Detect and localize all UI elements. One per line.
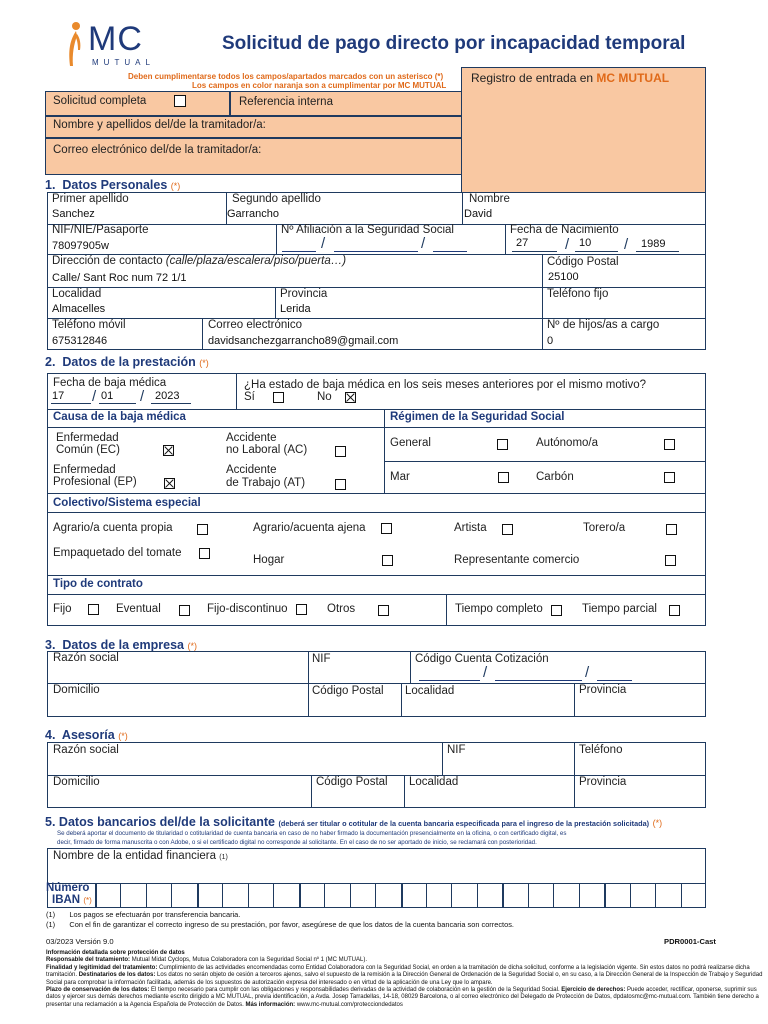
hijos-value[interactable]: 0	[547, 335, 554, 347]
provincia-label: Provincia	[280, 288, 328, 300]
nombre-label: Nombre	[469, 193, 510, 205]
agr-propia-label: Agrario/a cuenta propia	[53, 522, 173, 534]
otros-checkbox[interactable]	[378, 605, 389, 616]
fijo-disc-label: Fijo-discontinuo	[207, 603, 288, 615]
iban-cell[interactable]	[553, 883, 578, 908]
iban-cell[interactable]	[451, 883, 476, 908]
completo-label: Tiempo completo	[455, 603, 543, 615]
afiliacion-label: Nº Afiliación a la Seguridad Social	[281, 224, 454, 236]
autonomo-checkbox[interactable]	[664, 439, 675, 450]
privacy-text: Información detallada sobre protección de datos Responsable del tratamiento: Mutual Midat Cyclops, Mutua Colaboradora con la Seguridad Social nº 1 (MC MUTUAL). Finalidad y legitimidad del tratamiento: Cumplimiento de las actividades encomendadas como Entidad Colaboradora con la Seguridad Social, en orden a la tramitación de dicha solicitud, conforme a la legislación vigente. Sin estos datos no podrá realizarse dicha tramitación. Destinatarios de los datos: Los datos no serán objeto de cesión a terceros ajenos, salvo el supuesto de la remisión a la Dirección General de Ordenación de la Seguridad Social o, en su caso, a la Dirección General de la Inspección de Trabajo y Seguridad Social para comprobar la información facilitada, además de los supuestos de autorización expresa del interesado o en virtud de la aplicación de una Ley que lo ampare. Plazo de conservación de los datos: El tiempo necesario para cumplir con las obligaciones y responsabilidades derivadas de la actividad de colaboración en la gestión de la Seguridad Social. Ejercicio de derechos: Puede acceder, rectificar, oponerse, suprimir sus datos y ejercer sus demás derechos mediante escrito dirigido a MC MUTUAL, previa identificación, a Avda. Josep Tarradellas, 14-18, 08029 Barcelona, o al correo electrónico del Delegado de Protección de Datos, dpdatosmc@mc-mutual.com. También tiene derecho a presentar una reclamación a la Agencia Española de Protección de Datos. Más información: www.mc-mutual.com/protecciondedatos	[46, 950, 763, 1008]
section-4-title: 4. Asesoría (*)	[45, 728, 128, 742]
ec-label-2: Común (EC)	[56, 444, 120, 456]
iban-cell[interactable]	[95, 883, 120, 908]
iban-label: IBAN (*)	[52, 894, 92, 906]
previa-no-label: No	[317, 391, 332, 403]
logo-brand: MC	[88, 20, 143, 58]
ac-label-2: no Laboral (AC)	[226, 444, 308, 456]
empresa-domicilio-label: Domicilio	[53, 684, 100, 696]
iban-cell[interactable]	[630, 883, 655, 908]
iban-cell[interactable]	[426, 883, 451, 908]
section-5-title: 5. Datos bancarios del/de la solicitante (deberá ser titular o cotitular de la cuenta bancaria especificada para el ingreso de la prestación solicitada) (*)	[45, 815, 663, 829]
hijos-label: Nº de hijos/as a cargo	[547, 319, 660, 331]
eventual-checkbox[interactable]	[179, 605, 190, 616]
cp-value[interactable]: 25100	[548, 271, 579, 283]
causa-title: Causa de la baja médica	[53, 411, 186, 423]
asesoria-nif-label: NIF	[447, 744, 466, 756]
agr-propia-checkbox[interactable]	[197, 524, 208, 535]
form-code: PDR0001-Cast	[664, 937, 716, 946]
previa-si-label: Sí	[244, 391, 255, 403]
segundo-apellido-label: Segundo apellido	[232, 193, 321, 205]
direccion-value[interactable]: Calle/ Sant Roc num 72 1/1	[52, 272, 187, 284]
baja-month[interactable]: 01	[101, 390, 114, 402]
iban-cell[interactable]	[375, 883, 400, 908]
ec-label-1: Enfermedad	[56, 432, 119, 444]
empresa-nif-label: NIF	[312, 653, 331, 665]
section-5-warning-2: decir, firmado de forma manuscrita o con Adobe, o si el certificado digital no corresponde al solicitante. En el caso de no ser aportado de inicio, se reclamará con posterioridad.	[57, 839, 537, 846]
empresa-razon-label: Razón social	[53, 652, 119, 664]
cp-label: Código Postal	[547, 256, 619, 268]
iban-cell[interactable]	[528, 883, 553, 908]
iban-cells[interactable]	[95, 883, 706, 908]
fijo-disc-checkbox[interactable]	[296, 604, 307, 615]
baja-day[interactable]: 17	[52, 390, 65, 402]
iban-cell[interactable]	[350, 883, 375, 908]
previa-no-checkbox[interactable]	[345, 392, 356, 403]
iban-cell[interactable]	[579, 883, 604, 908]
nombre-tramitador-label: Nombre y apellidos del/de la tramitador/a:	[53, 119, 266, 131]
baja-previa-question: ¿Ha estado de baja médica en los seis meses anteriores por el mismo motivo?	[244, 379, 647, 391]
movil-label: Teléfono móvil	[52, 319, 126, 331]
notice-line-1: Deben cumplimentarse todos los campos/apartados marcados con un asterisco (*)	[128, 72, 444, 81]
carbon-label: Carbón	[536, 471, 574, 483]
parcial-label: Tiempo parcial	[582, 603, 657, 615]
tomate-label: Empaquetado del tomate	[53, 547, 182, 559]
general-label: General	[390, 437, 431, 449]
agr-ajena-label: Agrario/acuenta ajena	[253, 522, 366, 534]
torero-label: Torero/a	[583, 522, 626, 534]
movil-value[interactable]: 675312846	[52, 335, 108, 347]
mar-checkbox[interactable]	[498, 472, 509, 483]
asesoria-provincia-label: Provincia	[579, 776, 627, 788]
iban-cell[interactable]	[655, 883, 680, 908]
solicitud-completa-checkbox[interactable]	[174, 95, 186, 107]
nacimiento-year[interactable]: 1989	[641, 238, 666, 250]
previa-si-checkbox[interactable]	[273, 392, 284, 403]
ac-label-1: Accidente	[226, 432, 277, 444]
ep-label-1: Enfermedad	[53, 464, 116, 476]
asesoria-cp-label: Código Postal	[316, 776, 388, 788]
iban-cell[interactable]	[502, 883, 527, 908]
direccion-label: Dirección de contacto (calle/plaza/escalera/piso/puerta…)	[52, 255, 347, 267]
correo-tramitador-label: Correo electrónico del/de la tramitador/a:	[53, 144, 262, 156]
nif-value[interactable]: 78097905w	[52, 240, 109, 252]
iban-cell[interactable]	[324, 883, 349, 908]
localidad-value[interactable]: Almacelles	[52, 303, 106, 315]
nacimiento-label: Fecha de Nacimiento	[510, 224, 619, 236]
empresa-ccc-label: Código Cuenta Cotización	[415, 653, 549, 665]
section-3-title: 3. Datos de la empresa (*)	[45, 638, 197, 652]
representante-checkbox[interactable]	[665, 555, 676, 566]
otros-label: Otros	[327, 603, 356, 615]
section-2-title: 2. Datos de la prestación (*)	[45, 355, 209, 369]
nacimiento-day[interactable]: 27	[516, 237, 529, 249]
contrato-title: Tipo de contrato	[53, 578, 143, 590]
general-checkbox[interactable]	[497, 439, 508, 450]
iban-cell[interactable]	[401, 883, 426, 908]
registro-box[interactable]	[461, 67, 706, 193]
ep-checkbox[interactable]	[164, 478, 175, 489]
at-checkbox[interactable]	[335, 479, 346, 490]
footnote-1: (1) Los pagos se efectuarán por transferencia bancaria.	[46, 910, 241, 919]
artista-checkbox[interactable]	[502, 524, 513, 535]
fecha-baja-label: Fecha de baja médica	[53, 377, 167, 389]
asesoria-razon-label: Razón social	[53, 744, 119, 756]
section-1-title: 1. Datos Personales (*)	[45, 178, 181, 192]
page-title: Solicitud de pago directo por incapacidad temporal	[222, 33, 686, 54]
logo-sub: MUTUAL	[92, 58, 155, 67]
iban-cell[interactable]	[477, 883, 502, 908]
iban-cell[interactable]	[197, 883, 222, 908]
segundo-apellido-value[interactable]: Garrancho	[227, 208, 279, 220]
version-label: 03/2023 Versión 9.0	[46, 937, 114, 946]
iban-cell[interactable]	[604, 883, 629, 908]
nacimiento-month[interactable]: 10	[579, 237, 592, 249]
regimen-title: Régimen de la Seguridad Social	[390, 411, 565, 423]
fijo-label: Fijo	[53, 603, 72, 615]
tomate-checkbox[interactable]	[199, 548, 210, 559]
colectivo-title: Colectivo/Sistema especial	[53, 497, 201, 509]
entidad-label: Nombre de la entidad financiera (1)	[53, 850, 228, 862]
eventual-label: Eventual	[116, 603, 161, 615]
ec-checkbox[interactable]	[163, 445, 174, 456]
hogar-checkbox[interactable]	[382, 555, 393, 566]
iban-cell[interactable]	[171, 883, 196, 908]
email-label: Correo electrónico	[208, 319, 302, 331]
asesoria-domicilio-label: Domicilio	[53, 776, 100, 788]
provincia-value[interactable]: Lerida	[280, 303, 311, 315]
mar-label: Mar	[390, 471, 410, 483]
email-value[interactable]: davidsanchezgarrancho89@gmail.com	[208, 335, 399, 347]
mc-mutual-logo	[62, 20, 155, 70]
completo-checkbox[interactable]	[551, 605, 562, 616]
ac-checkbox[interactable]	[335, 446, 346, 457]
referencia-interna-label: Referencia interna	[239, 96, 333, 108]
hogar-label: Hogar	[253, 554, 285, 566]
section-5-warning-1: Se deberá aportar el documento de titularidad o cotitularidad de cuenta bancaria en caso de no haber firmado la documentación presencialmente en la oficina, o con certificado digital, es	[57, 830, 567, 837]
fijo-checkbox[interactable]	[88, 604, 99, 615]
at-label-2: de Trabajo (AT)	[226, 477, 306, 489]
artista-label: Artista	[454, 522, 487, 534]
agr-ajena-checkbox[interactable]	[381, 523, 392, 534]
nombre-value[interactable]: David	[464, 208, 493, 220]
ep-label-2: Profesional (EP)	[53, 476, 137, 488]
solicitud-completa-label: Solicitud completa	[53, 95, 147, 107]
iban-cell[interactable]	[681, 883, 706, 908]
representante-label: Representante comercio	[454, 554, 580, 566]
torero-checkbox[interactable]	[666, 524, 677, 535]
at-label-1: Accidente	[226, 464, 277, 476]
autonomo-label: Autónomo/a	[536, 437, 599, 449]
telefono-fijo-label: Teléfono fijo	[547, 288, 609, 300]
empresa-cp-label: Código Postal	[312, 685, 384, 697]
footnote-2: (1) Con el fin de garantizar el correcto ingreso de su prestación, por favor, asegúrese de que los datos de la cuenta bancaria son correctos.	[46, 920, 514, 929]
iban-cell[interactable]	[146, 883, 171, 908]
asesoria-telefono-label: Teléfono	[579, 744, 623, 756]
notice-line-2: Los campos en color naranja son a cumplimentar por MC MUTUAL	[192, 81, 447, 90]
iban-cell[interactable]	[248, 883, 273, 908]
registro-label: Registro de entrada en MC MUTUAL	[471, 71, 670, 85]
primer-apellido-value[interactable]: Sanchez	[52, 208, 95, 220]
localidad-label: Localidad	[52, 288, 102, 300]
carbon-checkbox[interactable]	[664, 472, 675, 483]
iban-cell[interactable]	[222, 883, 247, 908]
numero-label: Número	[46, 882, 90, 894]
iban-cell[interactable]	[120, 883, 145, 908]
parcial-checkbox[interactable]	[669, 605, 680, 616]
iban-cell[interactable]	[273, 883, 298, 908]
baja-year[interactable]: 2023	[155, 390, 180, 402]
empresa-provincia-label: Provincia	[579, 684, 627, 696]
empresa-localidad-label: Localidad	[405, 685, 455, 697]
iban-cell[interactable]	[299, 883, 324, 908]
nif-label: NIF/NIE/Pasaporte	[52, 224, 149, 236]
primer-apellido-label: Primer apellido	[52, 193, 129, 205]
asesoria-localidad-label: Localidad	[409, 776, 459, 788]
